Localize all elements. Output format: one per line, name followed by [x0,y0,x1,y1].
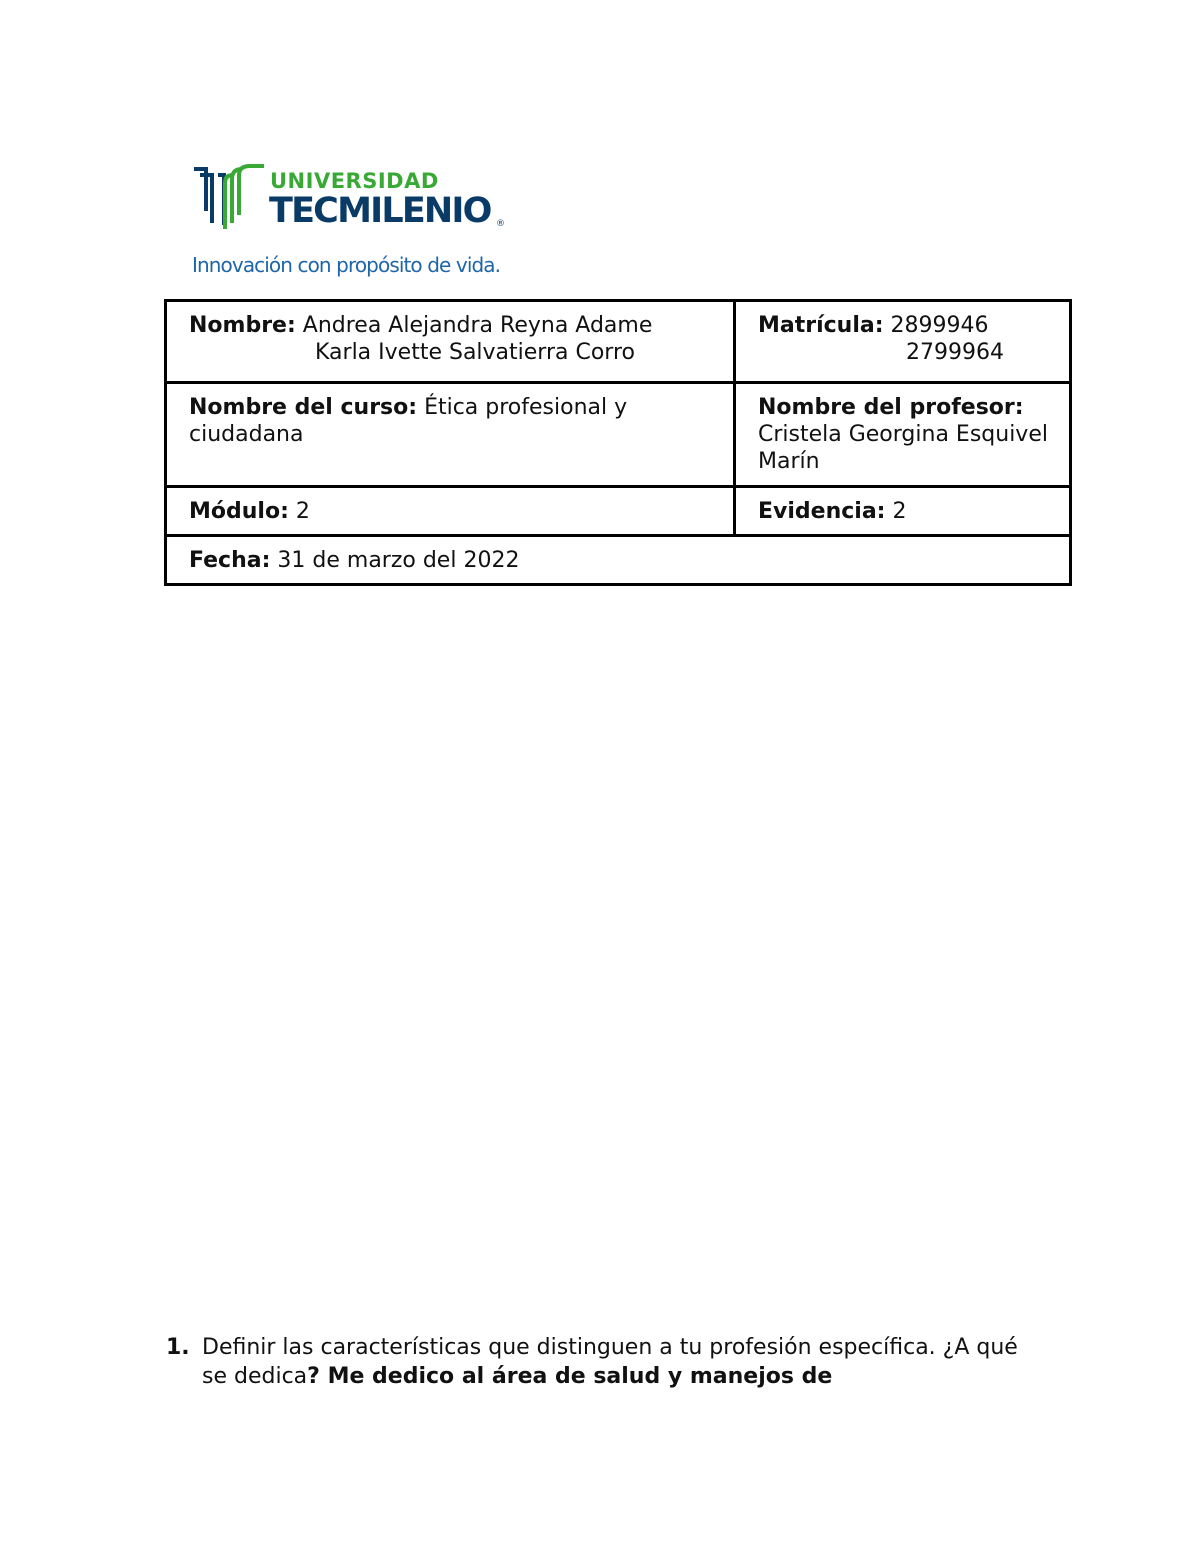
nombre-label: Nombre: [189,313,296,338]
profesor-label: Nombre del profesor: [758,395,1024,420]
logo-university-text: UNIVERSIDAD [270,169,439,193]
matricula-value-1: 2899946 [890,313,989,338]
evidencia-value: 2 [892,499,907,524]
logo-tagline: Innovación con propósito de vida. [192,253,501,277]
modulo-label: Módulo: [189,499,289,524]
matricula-value-2: 2799964 [906,340,1004,365]
question-answer: ? Me dedico al área de salud y manejos de [307,1364,833,1389]
table-row [166,301,1071,383]
curso-value: Ética profesional y ciudadana [189,395,628,447]
nombre-value-2: Karla Ivette Salvatierra Corro [315,340,635,365]
evidencia-cell [735,487,1071,536]
student-info-table [164,299,1072,586]
matricula-cell [735,301,1071,383]
fecha-value: 31 de marzo del 2022 [277,548,520,573]
fecha-cell [166,536,1071,585]
question-body [202,1333,1046,1391]
modulo-cell [166,487,735,536]
table-row [166,487,1071,536]
logo-registered-mark: ® [496,219,505,229]
matricula-label: Matrícula: [758,313,884,338]
curso-cell [166,383,735,487]
nombre-cell [166,301,735,383]
question-number: 1. [166,1335,190,1360]
profesor-value: Cristela Georgina Esquivel Marín [758,422,1048,474]
nombre-value-1: Andrea Alejandra Reyna Adame [302,313,653,338]
logo-tecmilenio-text: TECMILENIO [269,191,491,231]
tecmilenio-emblem-icon [192,163,266,231]
question-1 [166,1333,1046,1391]
question-text: Definir las características que distinguen a tu profesión específica. ¿A qué se dedica [202,1335,1018,1389]
curso-label: Nombre del curso: [189,395,418,420]
table-row [166,383,1071,487]
profesor-cell [735,383,1071,487]
evidencia-label: Evidencia: [758,499,886,524]
modulo-value: 2 [295,499,310,524]
fecha-label: Fecha: [189,548,271,573]
university-logo [192,163,522,283]
table-row [166,536,1071,585]
